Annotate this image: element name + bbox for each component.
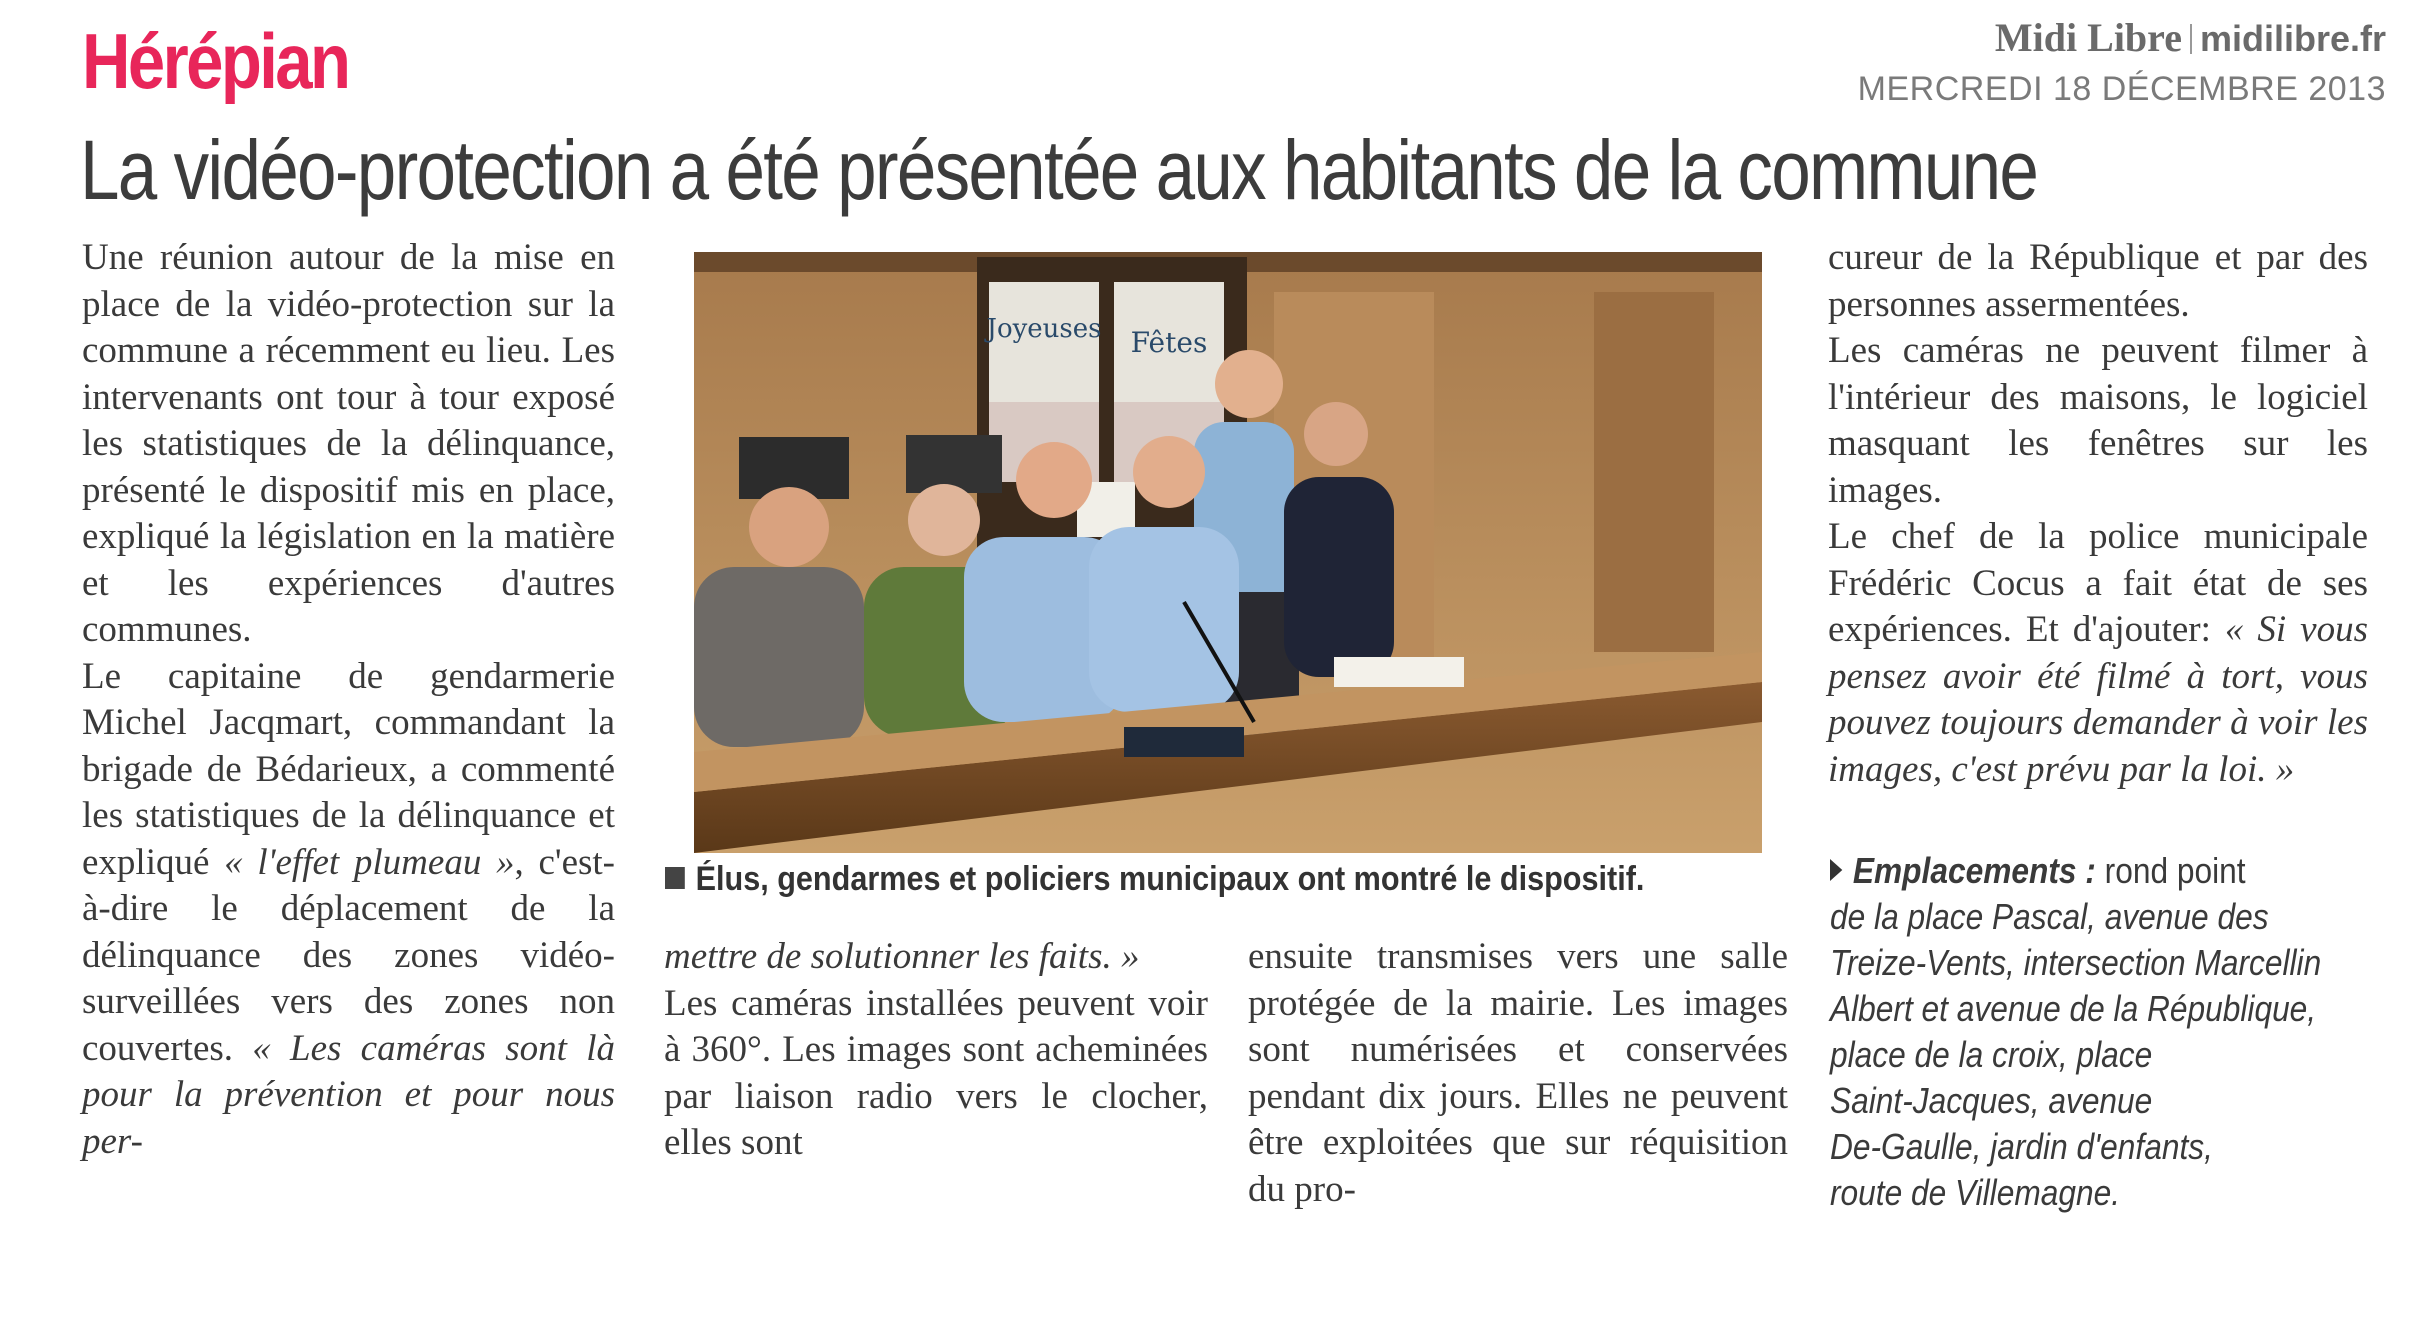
- paragraph: [82, 654, 615, 1166]
- triangle-bullet-icon: [1830, 859, 1842, 881]
- paragraph: Les caméras installées peuvent voir à 360°. Les images sont acheminées par liaison radio vers le clocher, elles sont: [664, 982, 1208, 1163]
- folder: [1124, 727, 1244, 757]
- meeting-photo-illustration: [694, 252, 1762, 853]
- text-run: Le capitaine de gendarmerie Michel Jacqmart, commandant la brigade de Bédarieux, a commenté les statistiques de la délinquance et expliqué: [82, 655, 615, 883]
- seated-gendarme-1-head: [1016, 442, 1092, 518]
- seated-policeman: [1284, 477, 1394, 677]
- emplacements-line: [1830, 848, 2323, 894]
- seated-policeman-head: [1304, 402, 1368, 466]
- paragraph: [1828, 514, 2368, 793]
- newspaper-site: midilibre.fr: [2199, 18, 2386, 59]
- emplacements-line: place de la croix, place: [1830, 1034, 2153, 1075]
- standing-officer-head: [1215, 350, 1283, 418]
- section-kicker: Hérépian: [82, 17, 349, 105]
- emplacements-line: route de Villemagne.: [1830, 1172, 2121, 1213]
- emplacements-line: de la place Pascal, avenue des: [1830, 896, 2269, 937]
- quote: « l'effet plumeau »: [224, 841, 515, 883]
- text-run: , c'est-à-dire le déplacement de la délinquance des zones vidéo-surveillées vers des zones non couvertes.: [82, 841, 615, 1069]
- window-left-text: Joyeuses: [986, 314, 1102, 344]
- emplacements-line: Albert et avenue de la République,: [1830, 988, 2317, 1029]
- newspaper-name: Midi Libre: [1994, 15, 2182, 60]
- wall-speaker-right: [906, 435, 1002, 493]
- quote: « Si vous pensez avoir été filmé à tort, vous pouvez toujours demander à voir les images, c'est prévu par la loi. »: [1828, 609, 2368, 790]
- photo-caption: [665, 860, 1644, 899]
- emplacements-list: [1830, 848, 2390, 1216]
- paragraph: cureur de la République et par des personnes assermentées.: [1828, 237, 2368, 325]
- article-column-3: [1248, 934, 1788, 1213]
- article-column-1: [82, 235, 615, 1165]
- masthead-separator: [2190, 24, 2192, 54]
- emplacements-label: Emplacements :: [1852, 850, 2096, 891]
- seated-gendarme-2-head: [1133, 436, 1205, 508]
- paragraph: ensuite transmises vers une salle protégée de la mairie. Les images sont numérisées et conservées pendant dix jours. Elles ne peuvent être exploitées que sur réquisition du pro-: [1248, 936, 1788, 1210]
- headline: La vidéo-protection a été présentée aux habitants de la commune: [80, 123, 2038, 217]
- article-column-2: [664, 934, 1208, 1167]
- paragraph: Les caméras ne peuvent filmer à l'intérieur des maisons, le logiciel masquant les fenêtres sur les images.: [1828, 330, 2368, 511]
- seated-gendarme-2: [1089, 527, 1239, 712]
- publication-date: MERCREDI 18 DÉCEMBRE 2013: [1857, 70, 2386, 108]
- caption-square-icon: [665, 867, 685, 889]
- quote: mettre de solutionner les faits. »: [664, 936, 1140, 977]
- article-column-4: [1828, 235, 2368, 793]
- masthead: [1857, 15, 2386, 108]
- window-right-text: Fêtes: [1130, 326, 1208, 359]
- seated-man-1: [694, 567, 864, 747]
- emplacements-line: Treize-Vents, intersection Marcellin: [1830, 942, 2322, 983]
- article-photo: [694, 252, 1762, 853]
- quote: « Les caméras sont là pour la prévention et pour nous per-: [82, 1027, 615, 1162]
- back-panel-right: [1594, 292, 1714, 652]
- caption-text: Élus, gendarmes et policiers municipaux ont montré le dispositif.: [695, 860, 1645, 898]
- text-run: Le chef de la police municipale Frédéric Cocus a fait état de ses expériences. Et d'ajouter:: [1828, 516, 2368, 650]
- paragraph: [664, 934, 1208, 981]
- paragraph: Une réunion autour de la mise en place de la vidéo-protection sur la commune a récemment eu lieu. Les intervenants ont tour à tour exposé les statistiques de la délinquance, présenté le dispositif mis en place, expliqué la législation en la matière et les expériences d'autres communes.: [82, 237, 615, 650]
- papers: [1334, 657, 1464, 687]
- seated-man-2-head: [908, 484, 980, 556]
- seated-man-1-head: [749, 487, 829, 567]
- emplacements-line: De-Gaulle, jardin d'enfants,: [1830, 1126, 2213, 1167]
- emplacements-line: Saint-Jacques, avenue: [1830, 1080, 2153, 1121]
- emplacements-text: rond point: [2104, 850, 2246, 891]
